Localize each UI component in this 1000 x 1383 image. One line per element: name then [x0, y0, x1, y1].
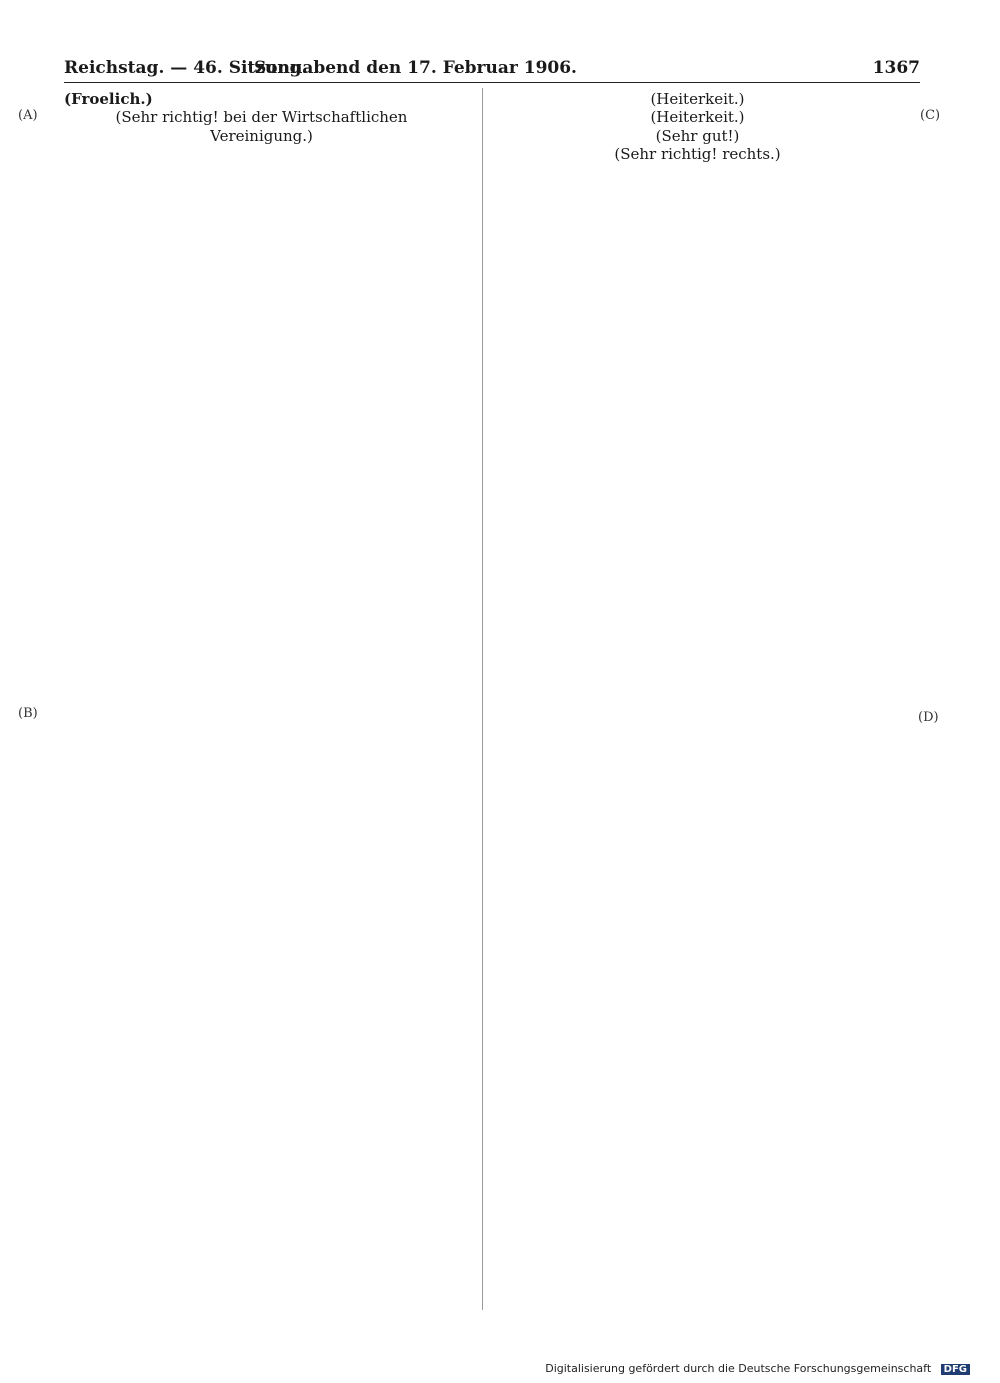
left-column — [64, 90, 459, 1310]
session-title: Reichstag. — 46. Sitzung. — [64, 58, 308, 78]
interjection: (Sehr richtig! rechts.) — [614, 145, 781, 164]
speaker-name: (Froelich.) — [64, 90, 153, 108]
session-date: Sonnabend den 17. Februar 1906. — [254, 58, 577, 78]
page-number: 1367 — [872, 58, 920, 78]
margin-mark-d: (D) — [918, 710, 939, 725]
interjection: (Sehr gut!) — [655, 126, 740, 145]
digitization-credit — [545, 1362, 970, 1375]
margin-mark-b: (B) — [18, 706, 38, 721]
margin-mark-a: (A) — [18, 108, 38, 123]
right-column — [500, 90, 895, 1310]
left-column-body — [64, 108, 459, 145]
interjection: (Heiterkeit.) — [650, 108, 745, 127]
interjection: (Sehr richtig! bei der Wirtschaftlichen Vereinigung.) — [115, 108, 408, 145]
dfg-logo: DFG — [941, 1364, 970, 1375]
margin-mark-c: (C) — [920, 108, 941, 123]
interjection: (Heiterkeit.) — [650, 90, 745, 108]
credit-text: Digitalisierung gefördert durch die Deutsche Forschungsgemeinschaft — [545, 1362, 932, 1375]
page-header — [64, 58, 920, 83]
column-divider — [482, 88, 483, 1310]
right-column-body — [500, 90, 895, 164]
